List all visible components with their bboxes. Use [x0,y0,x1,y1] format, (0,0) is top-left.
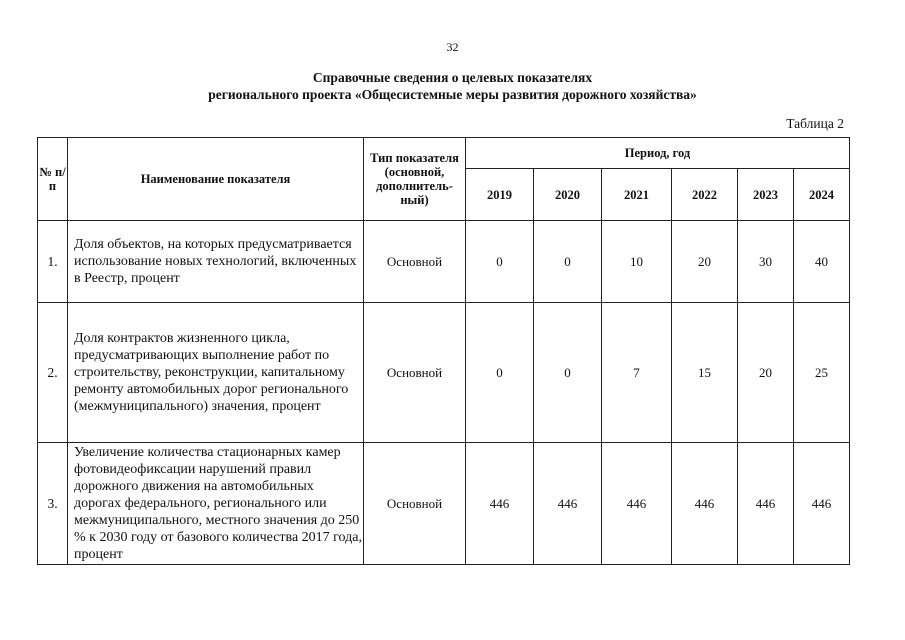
row-number: 1. [38,221,68,303]
value-cell: 40 [794,221,850,303]
header-year: 2023 [738,169,794,221]
value-cell: 20 [738,303,794,443]
value-cell: 25 [794,303,850,443]
value-cell: 0 [534,221,602,303]
value-cell: 15 [672,303,738,443]
title-line-1: Справочные сведения о целевых показателях [312,70,593,85]
row-number: 3. [38,443,68,565]
indicator-type: Основной [364,221,466,303]
indicator-name: Доля контрактов жизненного цикла, предусматривающих выполнение работ по строительству, реконструкции, капитальному ремонту автомобильных дорог регионального (межмуниципального) значения, процент [68,303,364,443]
table-row [38,221,850,303]
header-num: № п/п [38,138,68,221]
page-number: 32 [446,40,459,54]
value-cell: 30 [738,221,794,303]
value-cell: 446 [672,443,738,565]
table-row [38,443,850,565]
indicator-name: Доля объектов, на которых предусматривается использование новых технологий, включенных в Реестр, процент [68,221,364,303]
header-period: Период, год [466,138,850,169]
header-year: 2021 [602,169,672,221]
value-cell: 7 [602,303,672,443]
row-number: 2. [38,303,68,443]
table-label: Таблица 2 [786,116,844,131]
header-year: 2020 [534,169,602,221]
value-cell: 10 [602,221,672,303]
value-cell: 446 [794,443,850,565]
header-year: 2019 [466,169,534,221]
document-title [0,69,905,103]
value-cell: 0 [534,303,602,443]
indicator-type: Основной [364,303,466,443]
value-cell: 446 [534,443,602,565]
table-row [38,303,850,443]
value-cell: 446 [738,443,794,565]
value-cell: 446 [466,443,534,565]
value-cell: 0 [466,303,534,443]
value-cell: 20 [672,221,738,303]
header-name: Наименование показателя [68,138,364,221]
indicator-type: Основной [364,443,466,565]
header-year: 2024 [794,169,850,221]
title-line-2: регионального проекта «Общесистемные меры развития дорожного хозяйства» [208,87,697,102]
value-cell: 446 [602,443,672,565]
indicator-name: Увеличение количества стационарных камер фотовидеофиксации нарушений правил дорожного движения на автомобильных дорогах федерального, регионального или межмуниципального, местного значения до 250 % к 2030 году от базового количества 2017 года, процент [68,443,364,565]
header-year: 2022 [672,169,738,221]
value-cell: 0 [466,221,534,303]
header-type: Тип показателя (основной, дополнитель-ный) [364,138,466,221]
indicators-table [37,137,850,565]
